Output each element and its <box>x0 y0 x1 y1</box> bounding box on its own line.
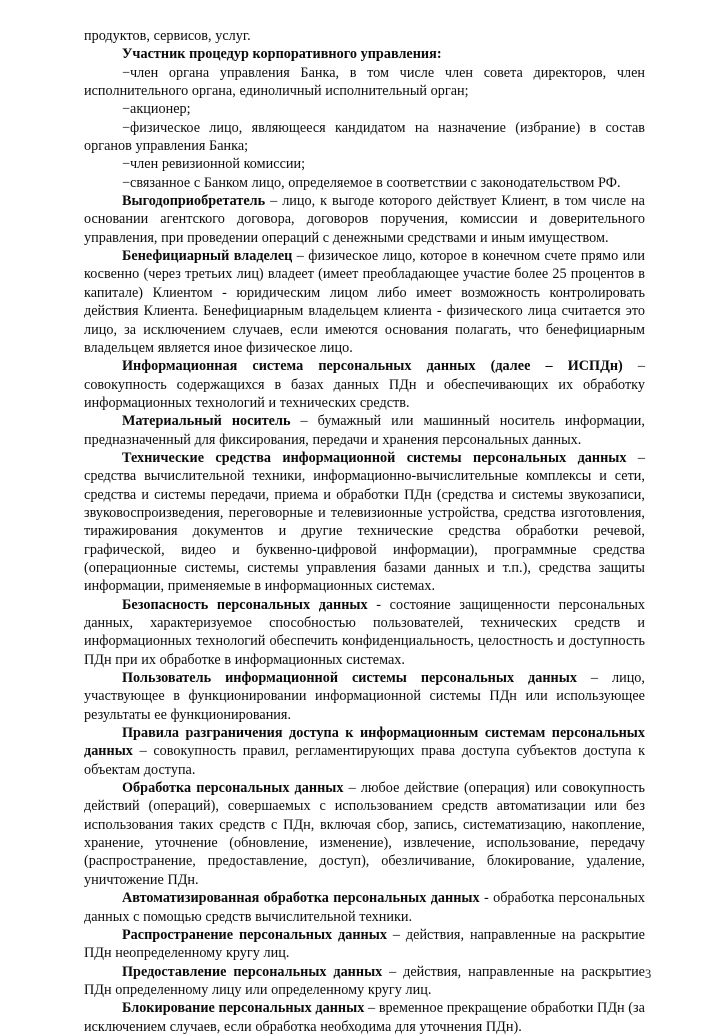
paragraph-text: – лицо, участвующее в функционировании информационной системы ПДн или использующее результаты ее функционирования. <box>84 670 645 723</box>
defined-term: Выгодоприобретатель <box>122 193 266 210</box>
paragraph-p-tehnicheskie-sredstva <box>84 449 645 596</box>
paragraph-text: – совокупность правил, регламентирующих права доступа субъектов доступа к объектам доступа. <box>84 743 645 778</box>
paragraph-p-dash-5 <box>84 174 645 192</box>
paragraph-text: - состояние защищенности персональных данных, характеризуемое способностью пользователей, технических средств и информационных технологий обеспечить конфиденциальность, целостность и доступность ПДн при их обработке в информационных системах. <box>84 596 645 668</box>
paragraph-p-materialnyi-nositel <box>84 412 645 449</box>
paragraph-p-dash-3 <box>84 119 645 156</box>
paragraph-text: −связанное с Банком лицо, определяемое в соответствии с законодательством РФ. <box>122 174 621 191</box>
paragraph-p-predostavlenie <box>84 963 645 1000</box>
paragraph-text: – временное прекращение обработки ПДн (за исключением случаев, если обработка необходима для уточнения ПДн). <box>84 1000 645 1035</box>
paragraph-text: −член ревизионной комиссии; <box>122 156 306 173</box>
paragraph-text: – лицо, к выгоде которого действует Клиент, в том числе на основании агентского договора, договоров поручения, комиссии и доверительного управления, при проведении операций с денежными средствами и иным имуществом. <box>84 193 645 246</box>
defined-term: Обработка персональных данных <box>122 780 344 797</box>
paragraph-text: продуктов, сервисов, услуг. <box>84 28 251 44</box>
paragraph-text: – бумажный или машинный носитель информации, предназначенный для фиксирования, передачи и хранения персональных данных. <box>84 413 645 448</box>
paragraph-p-blokirovanie <box>84 999 645 1036</box>
paragraph-p-ispdn <box>84 357 645 412</box>
defined-term: Предоставление персональных данных <box>122 963 383 980</box>
paragraph-p-beneficiarnyi-vladelec <box>84 247 645 357</box>
paragraph-p-dash-4 <box>84 155 645 173</box>
paragraph-p-continuation <box>84 27 645 45</box>
paragraph-text: −физическое лицо, являющееся кандидатом на назначение (избрание) в состав органов управления Банка; <box>84 119 645 155</box>
paragraph-text: – физическое лицо, которое в конечном счете прямо или косвенно (через третьих лиц) владеет (имеет преобладающее участие более 25 процентов в капитале) Клиентом - юридическим лицом либо имеет возможность контролировать действия Клиента. Бенефициарным владельцем клиента - физического лица считается это лицо, за исключением случаев, если имеются основания полагать, что бенефициарным владельцем является иное физическое лицо. <box>84 248 645 356</box>
paragraph-p-polzovatel <box>84 669 645 724</box>
defined-term: Материальный носитель <box>122 413 291 430</box>
paragraph-p-dash-2 <box>84 100 645 118</box>
defined-term: Блокирование персональных данных <box>122 1000 365 1017</box>
paragraph-p-vygodopriobretatel <box>84 192 645 247</box>
defined-term: Пользователь информационной системы персональных данных <box>122 670 577 687</box>
paragraph-p-heading-uchastnik <box>84 45 645 63</box>
paragraph-text: – действия, направленные на раскрытие ПДн неопределенному кругу лиц. <box>84 926 645 962</box>
paragraph-p-dash-1 <box>84 64 645 101</box>
paragraph-p-pravila-razgranicheniya <box>84 724 645 779</box>
defined-term: Правила разграничения доступа к информационным системам персональных данных <box>84 725 645 760</box>
paragraph-text: - обработка персональных данных с помощью средств вычислительной техники. <box>84 890 645 925</box>
defined-term: Безопасность персональных данных <box>122 596 368 613</box>
defined-term: Бенефициарный владелец <box>122 248 293 265</box>
paragraph-text: −член органа управления Банка, в том числе член совета директоров, член исполнительного органа, единоличный исполнительный орган; <box>84 64 645 100</box>
paragraph-text: – любое действие (операция) или совокупность действий (операций), совершаемых с использованием средств автоматизации или без использования таких средств с ПДн, включая сбор, запись, систематизацию, накопление, хранение, уточнение (обновление, изменение), извлечение, использование, передачу (распространение, предоставление, доступ), обезличивание, блокирование, удаление, уничтожение ПДн. <box>84 780 645 888</box>
paragraph-text: – действия, направленные на раскрытие ПДн определенному лицу или определенному кругу лиц. <box>84 963 645 998</box>
defined-term: Информационная система персональных данных (далее – ИСПДн) <box>122 358 623 375</box>
page-number: 3 <box>645 967 652 981</box>
paragraph-p-avtomatizirovannaya <box>84 889 645 926</box>
defined-term: Технические средства информационной системы персональных данных <box>122 449 627 466</box>
paragraph-p-bezopasnost <box>84 596 645 669</box>
document-body <box>84 27 645 1036</box>
paragraph-text: – совокупность содержащихся в базах данных ПДн и обеспечивающих их обработку информационных технологий и технических средств. <box>84 358 646 411</box>
paragraph-p-rasprostranenie <box>84 926 645 963</box>
paragraph-text: – средства вычислительной техники, информационно-вычислительные комплексы и сети, средства и системы передачи, приема и обработки ПДн (средства и системы звукозаписи, звуковоспроизведения, переговорные и телевизионные устройства, средства изготовления, тиражирования документов и другие технические средства обработки речевой, графической, видео и буквенно-цифровой информации), программные средства (операционные системы, системы управления базами данных и т.п.), средства защиты информации, применяемые в информационных системах. <box>84 449 645 595</box>
defined-term: Распространение персональных данных <box>122 926 387 943</box>
defined-term: Участник процедур корпоративного управления: <box>122 46 442 63</box>
paragraph-text: −акционер; <box>122 101 191 118</box>
defined-term: Автоматизированная обработка персональных данных <box>122 890 480 907</box>
paragraph-p-obrabotka <box>84 779 645 889</box>
